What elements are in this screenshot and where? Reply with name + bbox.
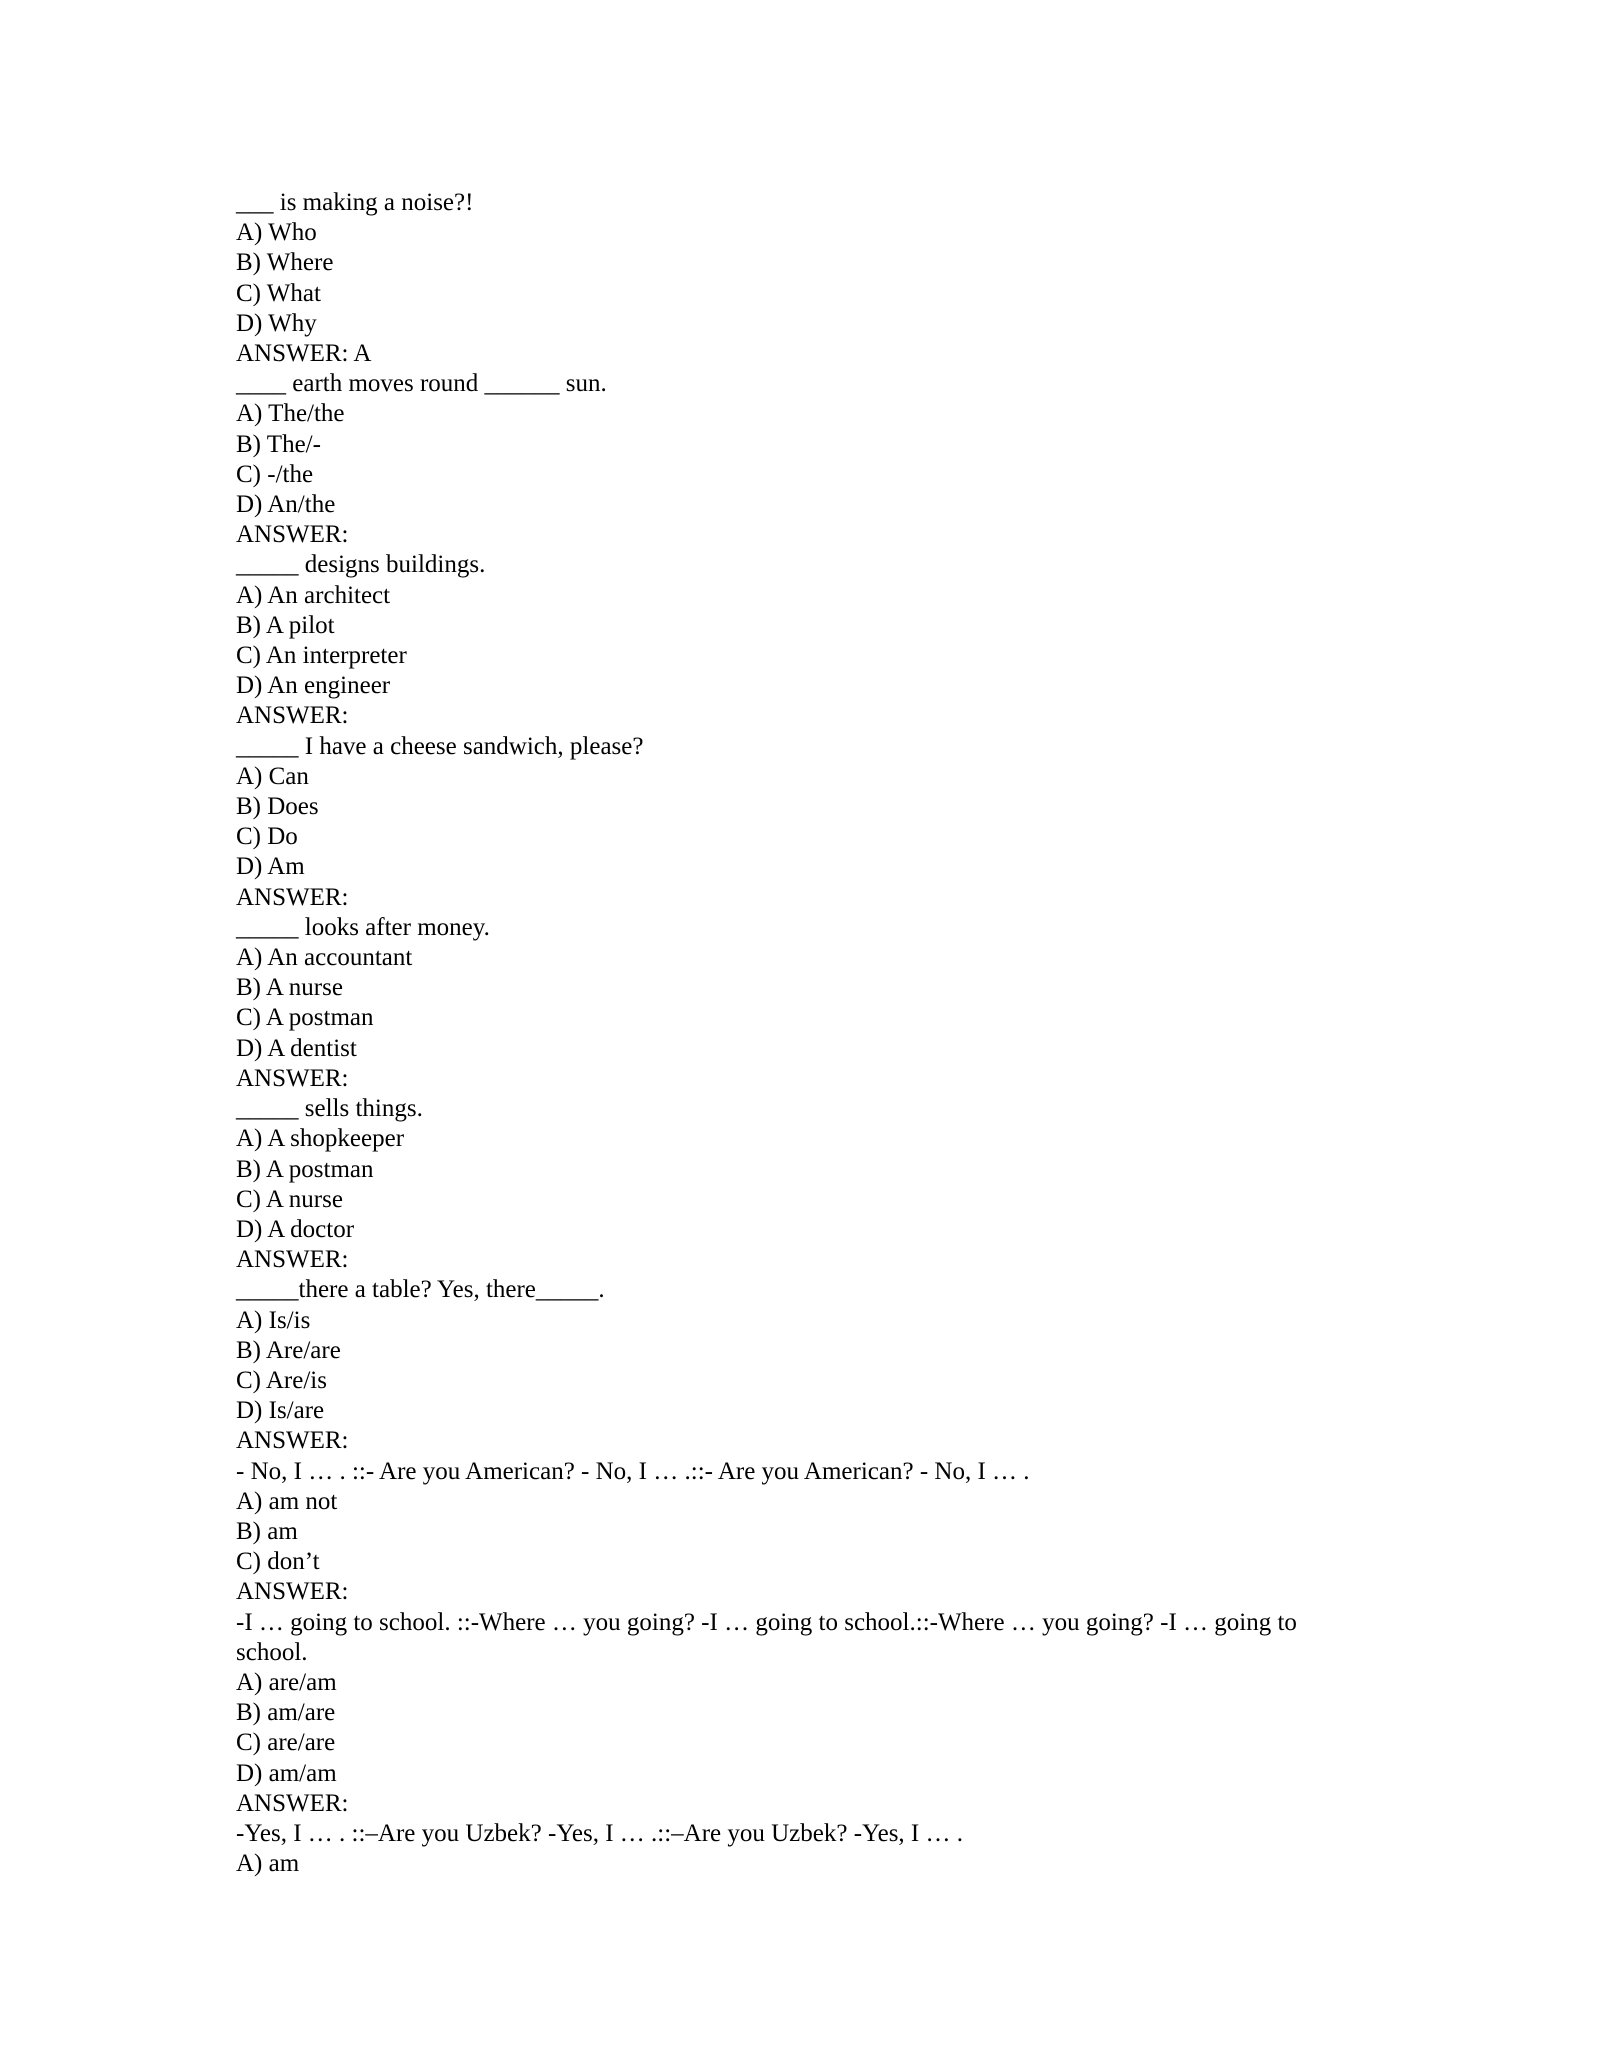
answer-option: A) am not — [236, 1487, 338, 1515]
answer-option: B) The/- — [236, 430, 321, 458]
answer-key: ANSWER: — [236, 883, 349, 911]
answer-key: ANSWER: — [236, 1789, 349, 1817]
answer-key: ANSWER: A — [236, 340, 372, 368]
question-block — [236, 369, 1366, 550]
question-stem: -I … going to school. ::-Where … you going? -I … going to school.::-Where … you going? -I … going to school. — [236, 1608, 1304, 1666]
answer-option: D) An engineer — [236, 672, 391, 700]
answer-option: D) Am — [236, 853, 305, 881]
question-stem: _____ designs buildings. — [236, 551, 486, 579]
question-stem: - No, I … . ::- Are you American? - No, I … .::- Are you American? - No, I … . — [236, 1457, 1030, 1485]
answer-option: A) Can — [236, 762, 309, 790]
answer-key: ANSWER: — [236, 1064, 349, 1092]
answer-option: B) am/are — [236, 1699, 336, 1727]
answer-option: C) -/the — [236, 460, 314, 488]
answer-option: C) A postman — [236, 1004, 374, 1032]
answer-option: A) are/am — [236, 1668, 337, 1696]
answer-option: B) A postman — [236, 1155, 374, 1183]
answer-option: A) An architect — [236, 581, 391, 609]
answer-option: B) Are/are — [236, 1336, 341, 1364]
answer-option: B) A pilot — [236, 611, 335, 639]
answer-option: D) A doctor — [236, 1215, 355, 1243]
question-block — [236, 732, 1366, 913]
question-stem: _____ sells things. — [236, 1095, 423, 1123]
answer-key: ANSWER: — [236, 521, 349, 549]
answer-option: B) am — [236, 1517, 298, 1545]
question-stem: ____ earth moves round ______ sun. — [236, 370, 607, 398]
question-stem: _____ I have a cheese sandwich, please? — [236, 732, 644, 760]
document-page — [236, 188, 1366, 1879]
question-block — [236, 1819, 1366, 1879]
question-block — [236, 1275, 1366, 1456]
answer-option: D) An/the — [236, 491, 336, 519]
answer-option: A) Is/is — [236, 1306, 311, 1334]
answer-key: ANSWER: — [236, 1246, 349, 1274]
question-block — [236, 1608, 1366, 1819]
answer-key: ANSWER: — [236, 1578, 349, 1606]
question-stem: _____there a table? Yes, there_____. — [236, 1276, 605, 1304]
question-block — [236, 1094, 1366, 1275]
question-block — [236, 913, 1366, 1094]
answer-option: A) Who — [236, 219, 317, 247]
question-stem: -Yes, I … . ::–Are you Uzbek? -Yes, I … .::–Are you Uzbek? -Yes, I … . — [236, 1819, 964, 1847]
answer-key: ANSWER: — [236, 702, 349, 730]
answer-option: B) A nurse — [236, 974, 343, 1002]
answer-option: C) Are/is — [236, 1366, 327, 1394]
question-block — [236, 188, 1366, 369]
answer-option: A) A shopkeeper — [236, 1125, 405, 1153]
answer-option: D) Why — [236, 309, 317, 337]
answer-option: C) What — [236, 279, 321, 307]
answer-option: D) am/am — [236, 1759, 337, 1787]
answer-option: D) A dentist — [236, 1034, 357, 1062]
answer-key: ANSWER: — [236, 1427, 349, 1455]
answer-option: D) Is/are — [236, 1397, 325, 1425]
question-stem: _____ looks after money. — [236, 913, 490, 941]
answer-option: C) don’t — [236, 1548, 320, 1576]
question-block — [236, 1457, 1366, 1608]
answer-option: C) A nurse — [236, 1185, 343, 1213]
answer-option: A) am — [236, 1850, 300, 1878]
answer-option: B) Does — [236, 793, 319, 821]
answer-option: C) are/are — [236, 1729, 336, 1757]
question-block — [236, 550, 1366, 731]
answer-option: C) An interpreter — [236, 642, 407, 670]
answer-option: B) Where — [236, 249, 334, 277]
answer-option: C) Do — [236, 823, 298, 851]
answer-option: A) An accountant — [236, 944, 413, 972]
question-stem: ___ is making a noise?! — [236, 189, 474, 216]
answer-option: A) The/the — [236, 400, 345, 428]
